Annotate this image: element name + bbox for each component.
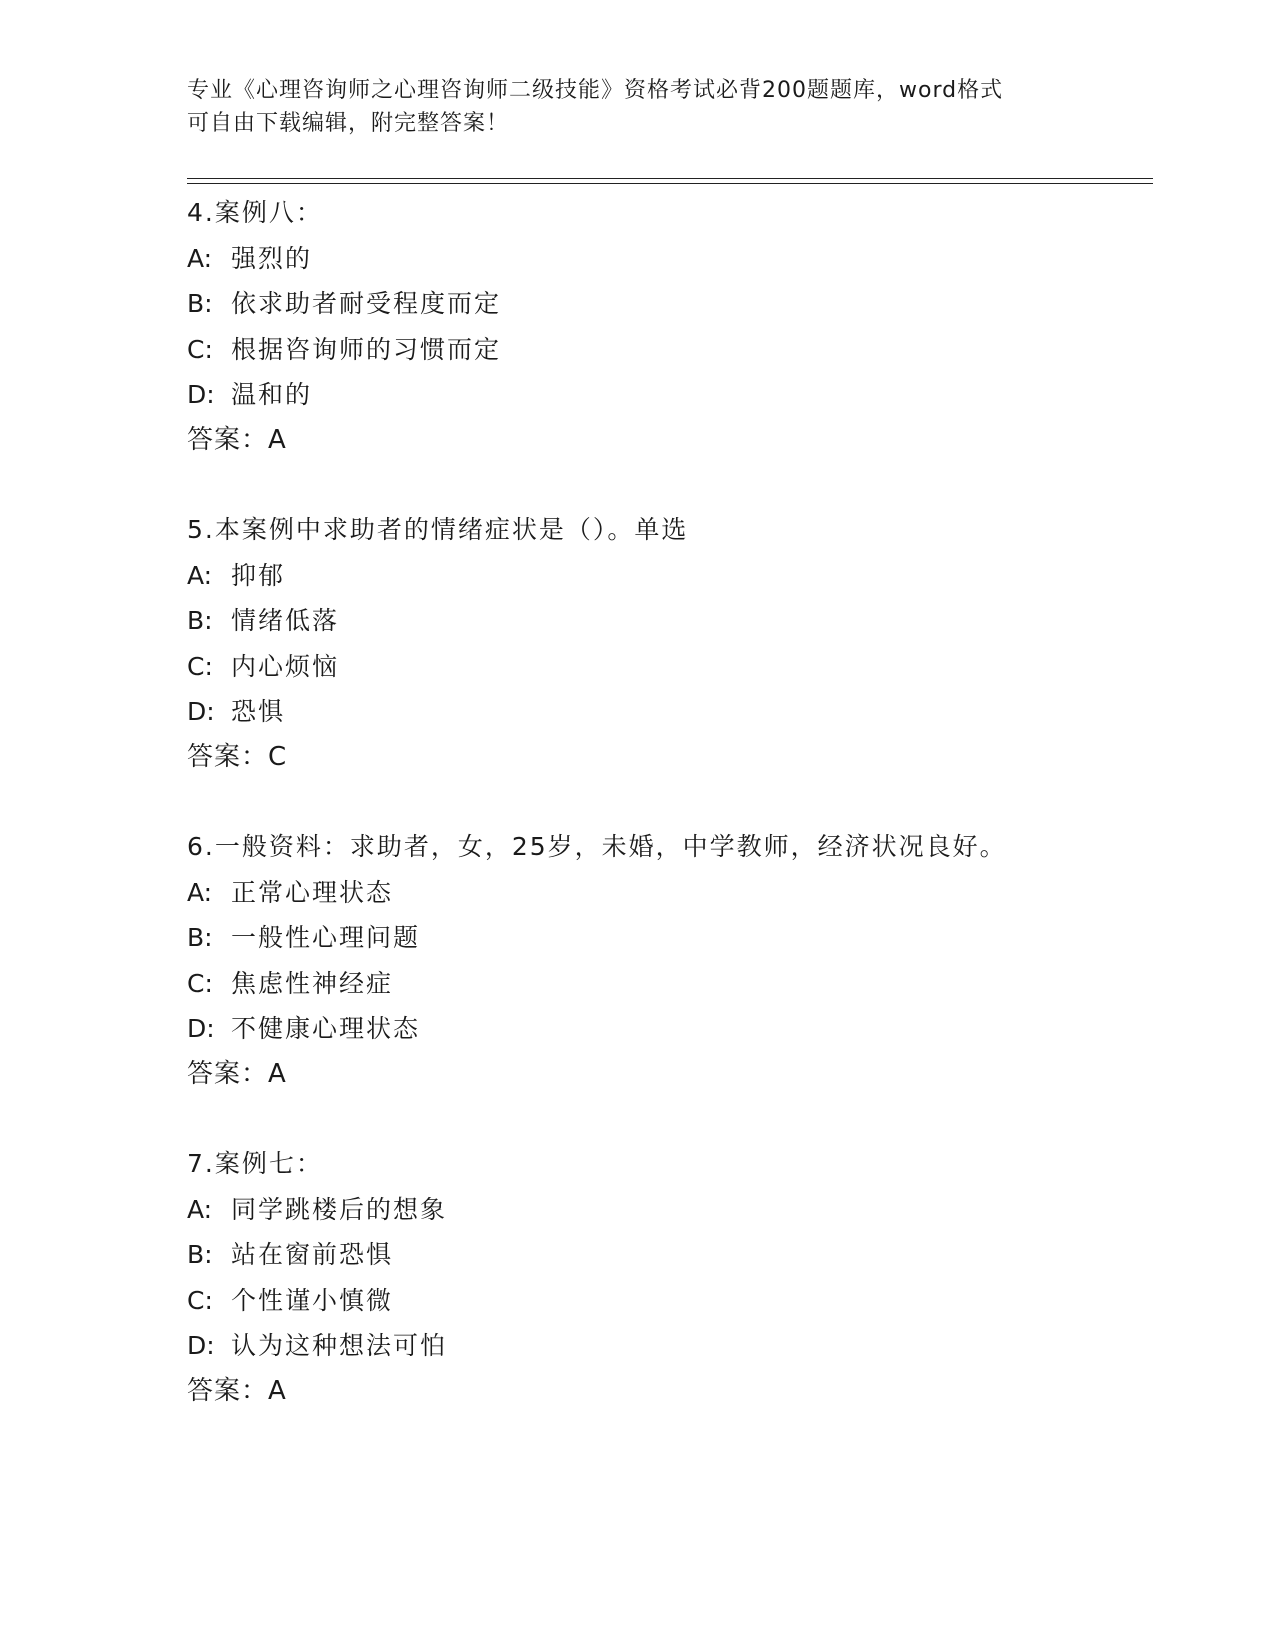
option-key: B: xyxy=(187,1240,213,1269)
option-text: 同学跳楼后的想象 xyxy=(231,1194,448,1224)
option-key: A: xyxy=(187,243,213,273)
option-key: D: xyxy=(187,1331,215,1360)
document-header xyxy=(187,74,1087,140)
option-text: 站在窗前恐惧 xyxy=(231,1240,394,1269)
option-key: B: xyxy=(187,606,213,635)
option-c xyxy=(187,644,1147,690)
option-a xyxy=(187,870,1147,916)
option-b xyxy=(187,1232,1147,1278)
answer-value: A xyxy=(268,1375,286,1406)
option-key: A: xyxy=(187,560,213,590)
answer-line xyxy=(187,418,1147,464)
question-item xyxy=(187,824,1147,1097)
option-text: 不健康心理状态 xyxy=(231,1014,421,1043)
answer-line xyxy=(187,1369,1147,1415)
question-item xyxy=(187,1141,1147,1414)
option-key: C: xyxy=(187,968,213,998)
answer-value: C xyxy=(268,741,287,772)
header-divider-top xyxy=(187,178,1153,179)
option-c xyxy=(187,1278,1147,1324)
option-text: 焦虑性神经症 xyxy=(231,968,394,998)
option-d xyxy=(187,1323,1147,1369)
answer-label: 答案： xyxy=(187,424,269,455)
option-key: C: xyxy=(187,651,213,681)
question-item xyxy=(187,507,1147,780)
option-text: 抑郁 xyxy=(231,560,286,590)
option-d xyxy=(187,689,1147,735)
option-key: C: xyxy=(187,334,213,364)
option-b xyxy=(187,915,1147,961)
answer-label: 答案： xyxy=(187,741,269,772)
option-text: 根据咨询师的习惯而定 xyxy=(231,334,502,364)
option-key: B: xyxy=(187,289,213,318)
option-b xyxy=(187,281,1147,327)
option-d xyxy=(187,1006,1147,1052)
question-title: 4.案例八： xyxy=(187,198,323,227)
answer-label: 答案： xyxy=(187,1375,269,1406)
option-text: 强烈的 xyxy=(231,243,313,273)
option-key: A: xyxy=(187,1194,213,1224)
answer-value: A xyxy=(268,424,286,455)
option-text: 正常心理状态 xyxy=(231,877,394,907)
option-key: D: xyxy=(187,380,215,409)
question-title: 6.一般资料：求助者，女，25岁，未婚，中学教师，经济状况良好。 xyxy=(187,832,1007,861)
option-a xyxy=(187,236,1147,282)
option-key: B: xyxy=(187,923,213,952)
option-text: 个性谨小慎微 xyxy=(231,1285,394,1315)
option-text: 依求助者耐受程度而定 xyxy=(231,289,502,318)
option-key: D: xyxy=(187,1014,215,1043)
answer-line xyxy=(187,735,1147,781)
option-d xyxy=(187,372,1147,418)
option-key: A: xyxy=(187,877,213,907)
option-text: 内心烦恼 xyxy=(231,651,340,681)
question-title: 7.案例七： xyxy=(187,1149,323,1178)
option-key: C: xyxy=(187,1285,213,1315)
option-a xyxy=(187,553,1147,599)
question-list xyxy=(187,190,1147,1458)
option-text: 一般性心理问题 xyxy=(231,923,421,952)
header-divider-bottom xyxy=(187,183,1153,184)
option-b xyxy=(187,598,1147,644)
option-c xyxy=(187,961,1147,1007)
header-line-2: 可自由下载编辑，附完整答案！ xyxy=(187,111,510,136)
answer-line xyxy=(187,1052,1147,1098)
option-c xyxy=(187,327,1147,373)
header-line-1: 专业《心理咨询师之心理咨询师二级技能》资格考试必背200题题库，word格式 xyxy=(187,78,1004,103)
option-text: 情绪低落 xyxy=(231,606,340,635)
question-item xyxy=(187,190,1147,463)
answer-value: A xyxy=(268,1058,286,1089)
option-text: 恐惧 xyxy=(231,697,286,726)
option-key: D: xyxy=(187,697,215,726)
option-text: 温和的 xyxy=(231,380,313,409)
option-text: 认为这种想法可怕 xyxy=(231,1331,448,1360)
answer-label: 答案： xyxy=(187,1058,269,1089)
option-a xyxy=(187,1187,1147,1233)
question-title: 5.本案例中求助者的情绪症状是（）。单选 xyxy=(187,515,689,544)
